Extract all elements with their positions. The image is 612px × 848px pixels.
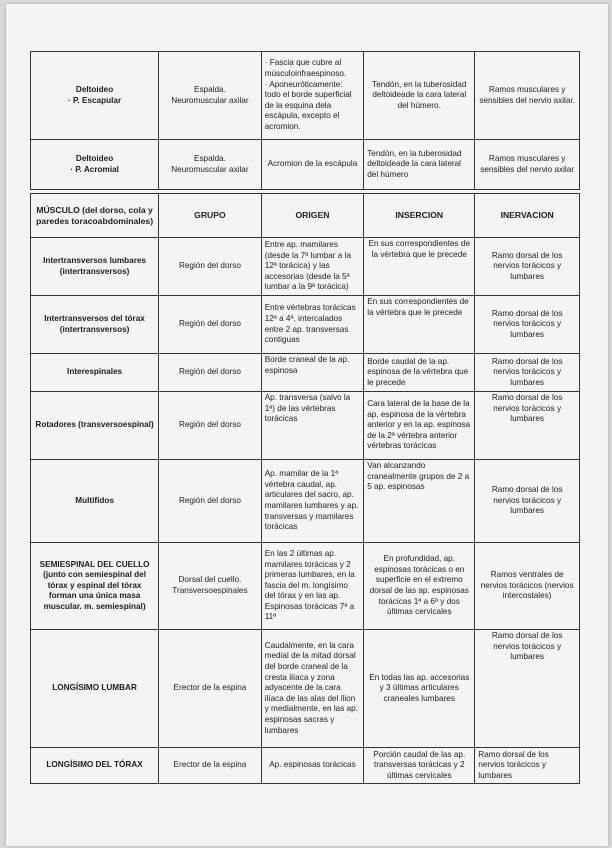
insercion-cell: En sus correspondientes de la vértebra que le precede [364,238,475,296]
table-header-row [31,194,580,238]
inervacion-cell: Ramos musculares y sensibles del nervio axilar. [475,52,580,140]
header-inervacion: INERVACION [475,194,580,238]
inervacion-cell: Ramo dorsal de los nervios torácicos y lumbares [475,296,580,354]
table-row [31,748,580,784]
table-row [31,392,580,460]
origen-cell: Ap. transversa (salvo la 1ª) de las vértebras torácicas [261,392,364,460]
inervacion-cell: Ramos ventrales de nervios torácicos (nervios intercostales) [475,543,580,630]
origen-cell: En las 2 últimas ap. mamilares torácicas y 2 primeras lumbares, en la fascia del m. longísimo del tórax y en las ap. Espinosas torácicas 7ª a 11ª [261,543,364,630]
insercion-cell: En sus correspondientes de la vértebra que le precede [364,296,475,354]
musculo-cell: Multífidos [31,460,159,543]
grupo-cell: Región del dorso [159,238,262,296]
grupo-cell: Erector de la espina [159,630,262,748]
musculo-cell: Intertransversos del tórax (intertransversos) [31,296,159,354]
insercion-cell: Borde caudal de la ap. espinosa de la vértebra que le precede [364,354,475,392]
header-insercion: INSERCION [364,194,475,238]
inervacion-cell: Ramo dorsal de los nervios torácicos y lumbares [475,354,580,392]
grupo-cell: Región del dorso [159,354,262,392]
origen-cell: Ap. mamilar de la 1ª vértebra caudal, ap. articulares del sacro, ap. mamilares lumbares y ap. transversas y mamilares torácicas [261,460,364,543]
musculo-cell: Deltoideo · P. Acromial [31,140,159,190]
header-origen: ORIGEN [261,194,364,238]
inervacion-cell: Ramo dorsal de los nervios torácicos y lumbares [475,392,580,460]
origen-cell: · Fascia que cubre al músculoinfraespinoso. · Aponeuróticamente: todo el borde superficial de la esquina dela escápula, excepto el acromion. [261,52,364,140]
inervacion-cell: Ramo dorsal de los nervios torácicos y lumbares [475,630,580,748]
header-grupo: GRUPO [159,194,262,238]
insercion-cell: Van alcanzando cranealmente grupos de 2 a 5 ap. espinosas [364,460,475,543]
insercion-cell: En todas las ap. accesorias y 3 últimas articulares craneales lumbares [364,630,475,748]
document-page [6,4,608,846]
grupo-cell: Región del dorso [159,392,262,460]
origen-cell: Ap. espinosas torácicas [261,748,364,784]
insercion-cell: En profundidad, ap. espinosas torácicas o en superficie en el extremo dorsal de las ap. espinosas torácicas 1ª a 6ª y dos últimas cervicales [364,543,475,630]
inervacion-cell: Ramos musculares y sensibles del nervio axilar [475,140,580,190]
grupo-cell: Región del dorso [159,460,262,543]
inervacion-cell: Ramo dorsal de los nervios torácicos y lumbares [475,748,580,784]
table-row [31,460,580,543]
origen-cell: Borde craneal de la ap. espinosa [261,354,364,392]
grupo-cell: Erector de la espina [159,748,262,784]
musculo-cell: Rotadores (transversoespinal) [31,392,159,460]
origen-cell: Entre vértebras torácicas 12ª a 4ª, intercalados entre 2 ap. transversas contiguas [261,296,364,354]
origen-cell: Caudalmente, en la cara medial de la mitad dorsal del borde craneal de la cresta ilíaca y zona adyacente de la cara ilíaca de las alas del ilion y medialmente, en las ap. espinosas sacras y lumbares [261,630,364,748]
grupo-cell: Región del dorso [159,296,262,354]
musculo-cell: Deltoideo · P. Escapular [31,52,159,140]
musculo-cell: Interespinales [31,354,159,392]
insercion-cell: Tendón, en la tuberosidad deltoideade la cara lateral del húmero. [364,52,475,140]
header-musculo: MÚSCULO (del dorso, cola y paredes toracoabdominales) [31,194,159,238]
table-row [31,140,580,190]
insercion-cell: Porción caudal de las ap. transversas torácicas y 2 últimas cervicales [364,748,475,784]
grupo-cell: Espalda. Neuromuscular axilar [159,52,262,140]
table-row [31,296,580,354]
table-row [31,354,580,392]
musculo-cell: Intertransversos lumbares (intertransversos) [31,238,159,296]
origen-cell: Entre ap. mamilares (desde la 7ª lumbar a la 12ª torácica) y las accesorias (desde la 5ª lumbar a la 9ª torácica) [261,238,364,296]
inervacion-cell: Ramo dorsal de los nervios torácicos y lumbares [475,460,580,543]
insercion-cell: Tendón, en la tuberosidad deltoideade la cara lateral del húmero [364,140,475,190]
insercion-cell: Cara lateral de la base de la ap. espinosa de la vértebra anterior y en la ap. espinosa de la 2ª vértebra anterior vértebras torácicas [364,392,475,460]
grupo-cell: Dorsal del cuello. Transversoespinales [159,543,262,630]
musculo-cell: LONGÍSIMO DEL TÓRAX [31,748,159,784]
muscle-table [30,193,580,784]
deltoid-table [30,51,580,190]
origen-cell: Acromion de la escápula [261,140,364,190]
table-row [31,238,580,296]
musculo-cell: SEMIESPINAL DEL CUELLO (junto con semiespinal del tórax y espinal del tórax forman una única masa muscular. m. semiespinal) [31,543,159,630]
table-row [31,52,580,140]
table-row [31,630,580,748]
grupo-cell: Espalda. Neuromuscular axilar [159,140,262,190]
inervacion-cell: Ramo dorsal de los nervios torácicos y lumbares [475,238,580,296]
table-row [31,543,580,630]
musculo-cell: LONGÍSIMO LUMBAR [31,630,159,748]
